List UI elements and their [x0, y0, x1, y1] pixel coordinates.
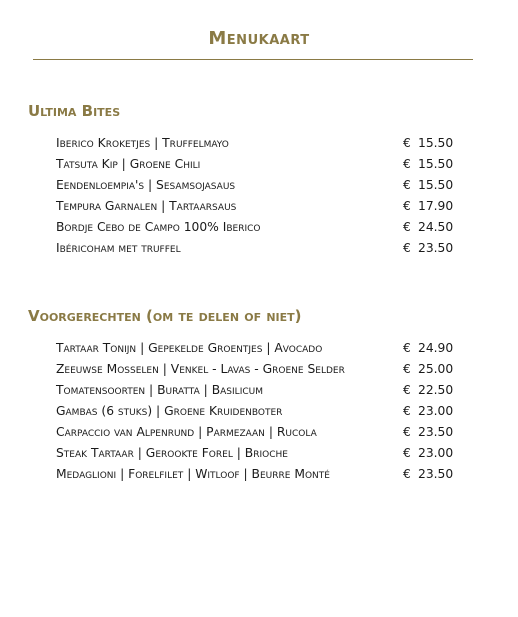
menu-item-name: Zeeuwse Mosselen | Venkel - Lavas - Groene Selder — [56, 362, 345, 376]
menu-item-price: 23.50 — [418, 425, 454, 439]
menu-item — [56, 401, 456, 422]
currency-symbol: € — [403, 404, 411, 418]
menu-item-price: 15.50 — [418, 157, 454, 171]
menu-item-name: Tempura Garnalen | Tartaarsaus — [56, 199, 237, 213]
menu-item — [56, 196, 456, 217]
currency-symbol: € — [403, 425, 411, 439]
currency-symbol: € — [403, 362, 411, 376]
menu-item-price: 23.50 — [418, 467, 454, 481]
menu-item-name: Carpaccio van Alpenrund | Parmezaan | Rucola — [56, 425, 317, 439]
menu-item-name: Tartaar Tonijn | Gepekelde Groentjes | Avocado — [56, 341, 323, 355]
menu-item-price: 15.50 — [418, 178, 454, 192]
page-title: Menukaart — [208, 28, 310, 49]
currency-symbol: € — [403, 199, 411, 213]
menu-item-name: Ibéricoham met truffel — [56, 241, 181, 255]
menu-item — [56, 359, 456, 380]
section-items-ultima-bites — [56, 133, 456, 259]
menu-item-name: Tatsuta Kip | Groene Chili — [56, 157, 201, 171]
section-items-voorgerechten — [56, 338, 456, 485]
currency-symbol: € — [403, 157, 411, 171]
menu-item-price: 17.90 — [418, 199, 454, 213]
menu-item-name: Gambas (6 stuks) | Groene Kruidenboter — [56, 404, 283, 418]
menu-item — [56, 464, 456, 485]
menu-item — [56, 175, 456, 196]
menu-item-price: 24.50 — [418, 220, 454, 234]
section-title-voorgerechten: Voorgerechten (om te delen of niet) — [28, 307, 302, 325]
menu-item-name: Tomatensoorten | Buratta | Basilicum — [56, 383, 263, 397]
menu-item — [56, 443, 456, 464]
currency-symbol: € — [403, 383, 411, 397]
currency-symbol: € — [403, 241, 411, 255]
menu-item — [56, 238, 456, 259]
menu-item-price: 15.50 — [418, 136, 454, 150]
menu-item — [56, 217, 456, 238]
menu-item-name: Bordje Cebo de Campo 100% Iberico — [56, 220, 261, 234]
menu-item-name: Steak Tartaar | Gerookte Forel | Brioche — [56, 446, 288, 460]
menu-item-price: 24.90 — [418, 341, 454, 355]
section-title-ultima-bites: Ultima Bites — [28, 102, 121, 120]
menu-item-price: 25.00 — [418, 362, 454, 376]
menu-item — [56, 422, 456, 443]
title-divider — [33, 59, 473, 60]
menu-item — [56, 380, 456, 401]
currency-symbol: € — [403, 341, 411, 355]
menu-item — [56, 338, 456, 359]
menu-item-price: 23.50 — [418, 241, 454, 255]
menu-item — [56, 154, 456, 175]
menu-item-price: 22.50 — [418, 383, 454, 397]
currency-symbol: € — [403, 220, 411, 234]
currency-symbol: € — [403, 467, 411, 481]
menu-item — [56, 133, 456, 154]
menu-item-name: Medaglioni | Forelfilet | Witloof | Beurre Monté — [56, 467, 330, 481]
menu-item-name: Eendenloempia's | Sesamsojasaus — [56, 178, 236, 192]
menu-item-price: 23.00 — [418, 404, 454, 418]
menu-item-price: 23.00 — [418, 446, 454, 460]
menu-item-name: Iberico Kroketjes | Truffelmayo — [56, 136, 229, 150]
currency-symbol: € — [403, 136, 411, 150]
currency-symbol: € — [403, 446, 411, 460]
currency-symbol: € — [403, 178, 411, 192]
